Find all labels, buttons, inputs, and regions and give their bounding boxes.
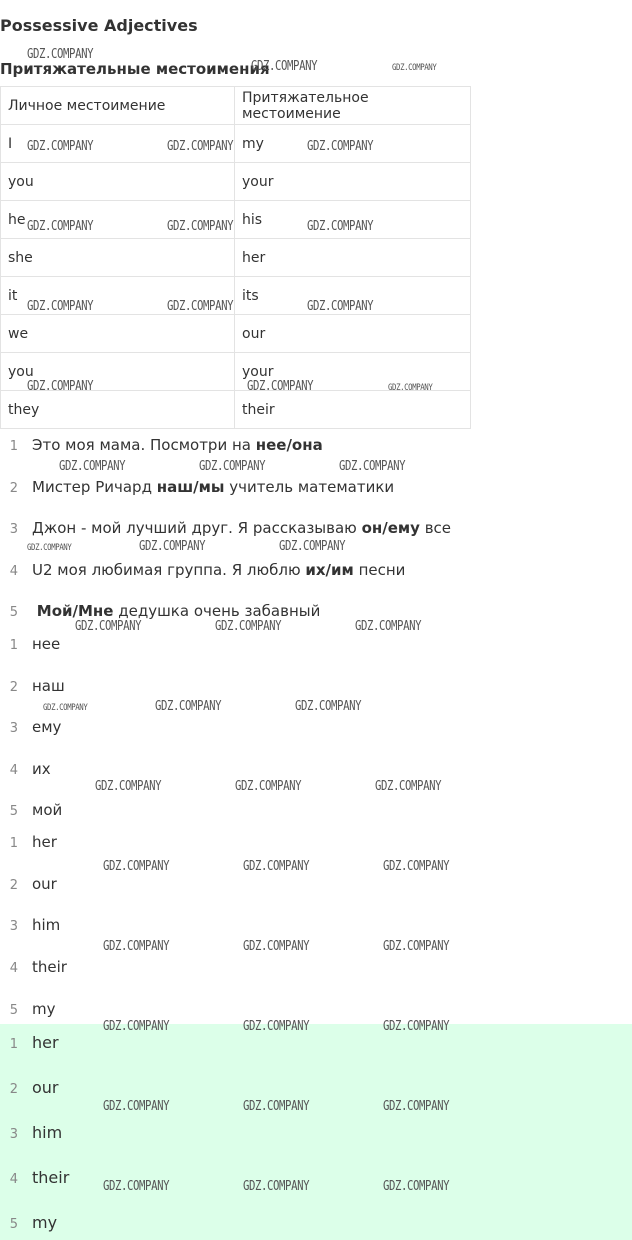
sentence-choice: наш/мы (156, 478, 225, 496)
item-number: 1 (9, 836, 18, 851)
answer-item-en (0, 875, 57, 893)
table-row (1, 315, 471, 353)
answer-text: her (32, 833, 57, 851)
watermark: GDZ.COMPANY (43, 703, 88, 713)
page-title: Possessive Adjectives (0, 16, 198, 35)
final-answer-item (0, 1213, 57, 1232)
final-answer-item (0, 1033, 59, 1052)
watermark: GDZ.COMPANY (383, 939, 450, 954)
item-number: 3 (9, 1127, 18, 1142)
table-header-cell: Личное местоимение (1, 87, 235, 125)
item-number: 5 (9, 605, 18, 620)
watermark: GDZ.COMPANY (27, 543, 72, 553)
exercise-item (0, 436, 323, 454)
watermark: GDZ.COMPANY (243, 1099, 310, 1114)
item-number: 4 (9, 961, 18, 976)
table-cell: their (235, 391, 471, 429)
item-number: 5 (9, 1217, 18, 1232)
table-cell: you (1, 163, 235, 201)
table-cell: they (1, 391, 235, 429)
watermark: GDZ.COMPANY (27, 139, 94, 154)
exercise-item (0, 602, 320, 620)
answer-text: her (32, 1033, 59, 1052)
item-number: 2 (9, 878, 18, 893)
table-cell: you (1, 353, 235, 391)
watermark: GDZ.COMPANY (243, 1179, 310, 1194)
item-number: 5 (9, 804, 18, 819)
watermark: GDZ.COMPANY (383, 859, 450, 874)
answer-item-ru (0, 801, 62, 819)
watermark: GDZ.COMPANY (199, 459, 266, 474)
watermark: GDZ.COMPANY (279, 539, 346, 554)
watermark: GDZ.COMPANY (307, 139, 374, 154)
exercise-item (0, 519, 451, 537)
item-number: 2 (9, 481, 18, 496)
watermark: GDZ.COMPANY (235, 779, 302, 794)
watermark: GDZ.COMPANY (167, 219, 234, 234)
watermark: GDZ.COMPANY (167, 139, 234, 154)
answer-text: мой (32, 801, 63, 819)
answer-text: наш (32, 677, 65, 695)
watermark: GDZ.COMPANY (307, 219, 374, 234)
watermark: GDZ.COMPANY (27, 47, 94, 62)
item-number: 5 (9, 1003, 18, 1018)
watermark: GDZ.COMPANY (103, 859, 170, 874)
watermark: GDZ.COMPANY (243, 1019, 310, 1034)
watermark: GDZ.COMPANY (355, 619, 422, 634)
watermark: GDZ.COMPANY (307, 299, 374, 314)
watermark: GDZ.COMPANY (167, 299, 234, 314)
answer-text: нее (32, 635, 61, 653)
watermark: GDZ.COMPANY (103, 939, 170, 954)
table-cell: your (235, 163, 471, 201)
sentence-text: песни (353, 561, 406, 579)
watermark: GDZ.COMPANY (139, 539, 206, 554)
final-answer-item (0, 1078, 59, 1097)
answer-item-ru (0, 677, 65, 695)
item-number: 1 (9, 1037, 18, 1052)
watermark: GDZ.COMPANY (103, 1179, 170, 1194)
answer-item-en (0, 916, 60, 934)
item-number: 4 (9, 1172, 18, 1187)
item-number: 2 (9, 1082, 18, 1097)
watermark: GDZ.COMPANY (215, 619, 282, 634)
answer-item-en (0, 1000, 56, 1018)
table-cell: we (1, 315, 235, 353)
table-cell: it (1, 277, 235, 315)
watermark: GDZ.COMPANY (339, 459, 406, 474)
sentence-choice: их/им (305, 561, 354, 579)
table-cell: my (235, 125, 471, 163)
sentence-text: все (419, 519, 452, 537)
final-answer-item (0, 1168, 69, 1187)
watermark: GDZ.COMPANY (251, 59, 318, 74)
sentence-text: U2 моя любимая группа. Я люблю (32, 561, 306, 579)
exercise-item (0, 561, 405, 579)
watermark: GDZ.COMPANY (383, 1179, 450, 1194)
item-number: 4 (9, 763, 18, 778)
watermark: GDZ.COMPANY (388, 383, 433, 393)
table-header-row (1, 87, 471, 125)
answer-text: him (32, 1123, 63, 1142)
sentence-text: Мистер Ричард (32, 478, 157, 496)
answer-text: him (32, 916, 61, 934)
answer-item-ru (0, 718, 61, 736)
watermark: GDZ.COMPANY (295, 699, 362, 714)
table-cell: its (235, 277, 471, 315)
sentence-text: Это моя мама. Посмотри на (32, 436, 256, 454)
watermark: GDZ.COMPANY (383, 1099, 450, 1114)
answer-text: ему (32, 718, 62, 736)
answer-text: my (32, 1213, 58, 1232)
table-cell: she (1, 239, 235, 277)
answer-item-ru (0, 760, 51, 778)
sentence-choice: он/ему (361, 519, 420, 537)
item-number: 2 (9, 680, 18, 695)
sentence-choice: Мой/Мне (36, 602, 114, 620)
watermark: GDZ.COMPANY (75, 619, 142, 634)
item-number: 1 (9, 439, 18, 454)
answer-text: their (32, 1168, 70, 1187)
watermark: GDZ.COMPANY (27, 379, 94, 394)
item-number: 3 (9, 919, 18, 934)
item-number: 4 (9, 564, 18, 579)
pronoun-table (0, 86, 471, 429)
watermark: GDZ.COMPANY (59, 459, 126, 474)
watermark: GDZ.COMPANY (243, 939, 310, 954)
sentence-text: дедушка очень забавный (113, 602, 321, 620)
answer-item-en (0, 958, 67, 976)
answer-item-ru (0, 635, 60, 653)
table-row (1, 391, 471, 429)
table-header-cell: Притяжательное местоимение (235, 87, 471, 125)
watermark: GDZ.COMPANY (392, 63, 437, 73)
table-cell: your (235, 353, 471, 391)
item-number: 3 (9, 721, 18, 736)
watermark: GDZ.COMPANY (27, 219, 94, 234)
watermark: GDZ.COMPANY (247, 379, 314, 394)
watermark: GDZ.COMPANY (95, 779, 162, 794)
item-number: 1 (9, 638, 18, 653)
answer-text: их (32, 760, 51, 778)
answer-text: our (32, 875, 57, 893)
table-cell: our (235, 315, 471, 353)
answer-item-en (0, 833, 57, 851)
table-row (1, 163, 471, 201)
table-cell: I (1, 125, 235, 163)
answer-text: my (32, 1000, 56, 1018)
sentence-choice: нее/она (255, 436, 323, 454)
watermark: GDZ.COMPANY (243, 859, 310, 874)
item-number: 3 (9, 522, 18, 537)
watermark: GDZ.COMPANY (27, 299, 94, 314)
sentence-text: Джон - мой лучший друг. Я рассказываю (32, 519, 362, 537)
watermark: GDZ.COMPANY (383, 1019, 450, 1034)
sentence-text: учитель математики (224, 478, 395, 496)
exercise-item (0, 478, 394, 496)
watermark: GDZ.COMPANY (155, 699, 222, 714)
table-row (1, 239, 471, 277)
answer-text: their (32, 958, 67, 976)
watermark: GDZ.COMPANY (103, 1019, 170, 1034)
highlighted-answer-block (0, 1024, 632, 1240)
final-answer-item (0, 1123, 62, 1142)
table-cell: he (1, 201, 235, 239)
table-cell: his (235, 201, 471, 239)
page-subtitle: Притяжательные местоимения (0, 60, 270, 78)
watermark: GDZ.COMPANY (375, 779, 442, 794)
table-cell: her (235, 239, 471, 277)
answer-text: our (32, 1078, 59, 1097)
watermark: GDZ.COMPANY (103, 1099, 170, 1114)
